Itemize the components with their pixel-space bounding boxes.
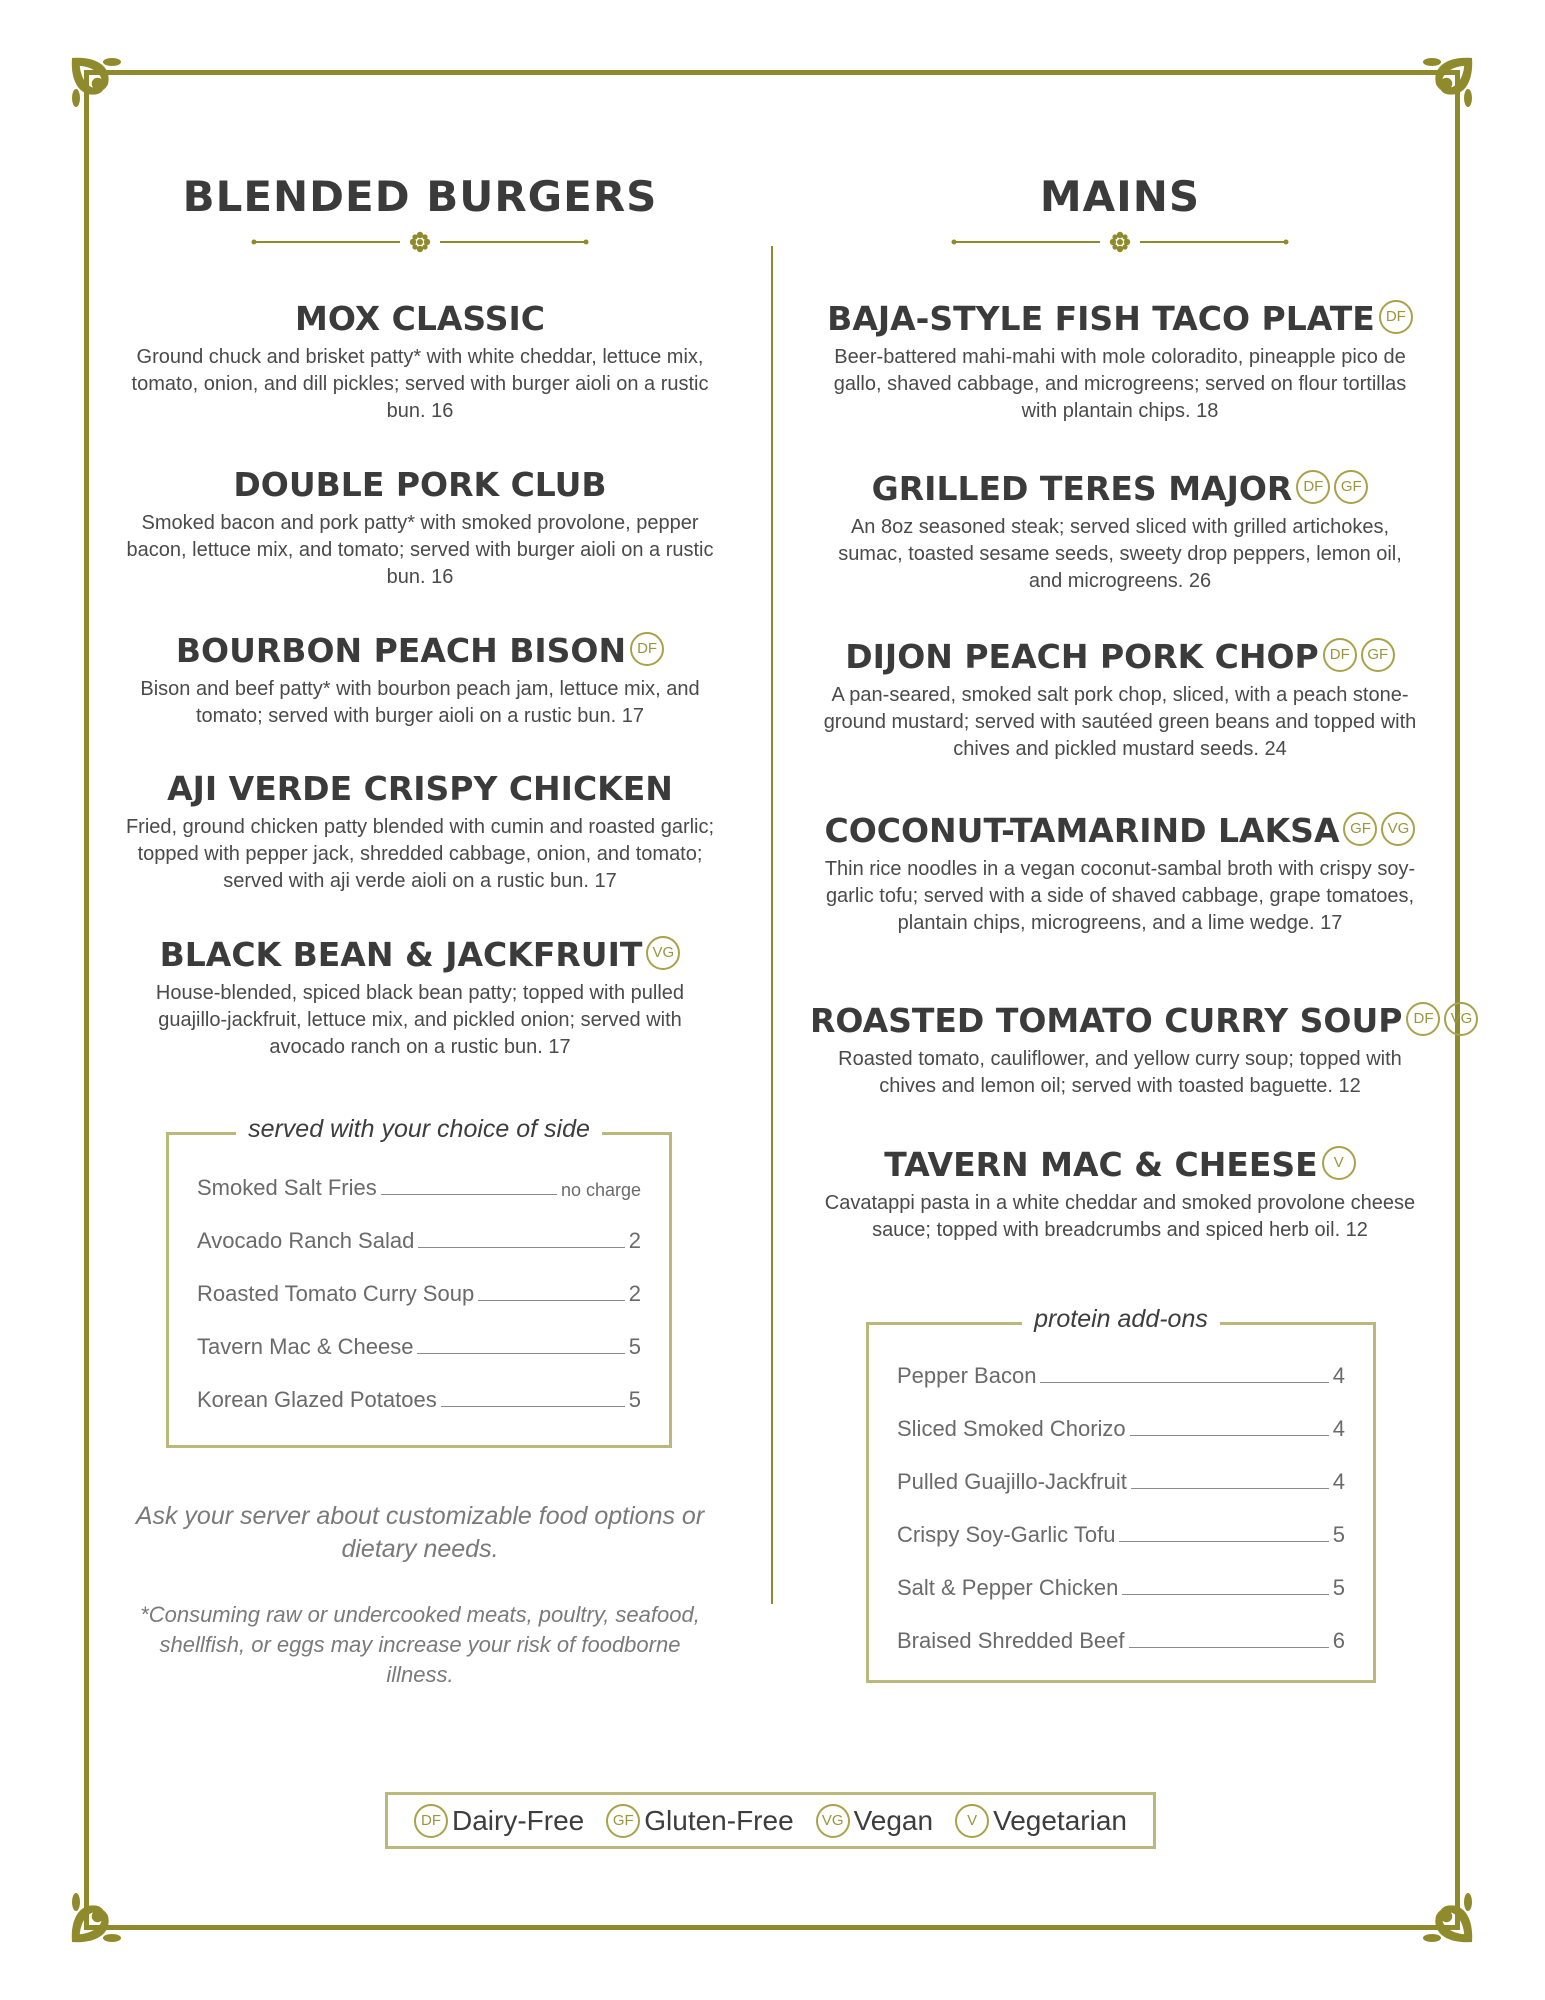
corner-flourish-icon bbox=[1406, 54, 1476, 124]
item-title: TAVERN MAC & CHEESE V bbox=[810, 1144, 1430, 1186]
legend-entry: DF Dairy-Free bbox=[414, 1804, 584, 1838]
addon-row: Salt & Pepper Chicken 5 bbox=[897, 1575, 1345, 1600]
item-title: ROASTED TOMATO CURRY SOUP DF VG bbox=[810, 1000, 1430, 1042]
corner-flourish-icon bbox=[1406, 1876, 1476, 1946]
addons-title: protein add-ons bbox=[1022, 1305, 1220, 1333]
vegan-badge: VG bbox=[1381, 812, 1415, 846]
item-description: Roasted tomato, cauliflower, and yellow curry soup; topped with chives and lemon oil; served with toasted baguette. 12 bbox=[838, 1048, 1402, 1097]
item-description: Smoked bacon and pork patty* with smoked provolone, pepper bacon, lettuce mix, and tomato; served with burger aioli on a rustic bun. 16 bbox=[126, 512, 714, 588]
item-description: Thin rice noodles in a vegan coconut-sambal broth with crispy soy-garlic tofu; served with a side of shaved cabbage, grape tomatoes, plantain chips, microgreens, and a lime wedge. 17 bbox=[824, 858, 1416, 934]
item-title: COCONUT-TAMARIND LAKSA GF VG bbox=[810, 810, 1430, 852]
menu-item bbox=[810, 298, 1430, 425]
menu-item bbox=[110, 768, 730, 895]
dairy-free-badge: DF bbox=[1406, 1002, 1440, 1036]
section-title-mains: MAINS bbox=[1039, 172, 1201, 221]
dairy-free-badge: DF bbox=[630, 632, 664, 666]
legend-entry: GF Gluten-Free bbox=[606, 1804, 793, 1838]
side-row: Roasted Tomato Curry Soup 2 bbox=[197, 1281, 641, 1306]
item-description: Ground chuck and brisket patty* with white cheddar, lettuce mix, tomato, onion, and dill pickles; served with burger aioli on a rustic bun. 16 bbox=[131, 346, 709, 422]
menu-item bbox=[810, 636, 1430, 763]
burgers-column bbox=[110, 170, 730, 1058]
item-title: BAJA-STYLE FISH TACO PLATE DF bbox=[810, 298, 1430, 340]
gluten-free-badge: GF bbox=[1334, 470, 1368, 504]
item-title: BOURBON PEACH BISON DF bbox=[110, 630, 730, 672]
gluten-free-badge: GF bbox=[1361, 638, 1395, 672]
addon-row: Pulled Guajillo-Jackfruit 4 bbox=[897, 1469, 1345, 1494]
menu-item bbox=[110, 298, 730, 425]
addons-box bbox=[866, 1305, 1376, 1683]
dairy-free-badge: DF bbox=[1379, 300, 1413, 334]
addon-row: Pepper Bacon 4 bbox=[897, 1363, 1345, 1388]
item-description: House-blended, spiced black bean patty; topped with pulled guajillo-jackfruit, lettuce mix, and pickled onion; served with avocado ranch on a rustic bun. 17 bbox=[155, 982, 685, 1058]
addon-row: Crispy Soy-Garlic Tofu 5 bbox=[897, 1522, 1345, 1547]
side-row: Smoked Salt Fries no charge bbox=[197, 1175, 641, 1200]
dairy-free-badge: DF bbox=[1296, 470, 1330, 504]
vegetarian-badge: V bbox=[955, 1804, 989, 1838]
item-title: AJI VERDE CRISPY CHICKEN bbox=[167, 769, 673, 808]
menu-item bbox=[810, 1144, 1430, 1244]
item-title: DOUBLE PORK CLUB bbox=[233, 465, 607, 504]
item-title: GRILLED TERES MAJOR DF GF bbox=[810, 468, 1430, 510]
menu-item bbox=[810, 810, 1430, 937]
consumer-advisory: *Consuming raw or undercooked meats, poultry, seafood, shellfish, or eggs may increase your risk of foodborne illness. bbox=[140, 1602, 700, 1687]
vegetarian-badge: V bbox=[1322, 1146, 1356, 1180]
dietary-legend bbox=[385, 1792, 1156, 1849]
dietary-note: Ask your server about customizable food options or dietary needs. bbox=[135, 1502, 705, 1563]
legend-entry: V Vegetarian bbox=[955, 1804, 1127, 1838]
menu-item bbox=[110, 630, 730, 730]
ornament-divider-icon bbox=[950, 230, 1290, 254]
side-row: Korean Glazed Potatoes 5 bbox=[197, 1387, 641, 1412]
menu-item bbox=[810, 468, 1430, 595]
column-divider bbox=[771, 246, 773, 1604]
vegan-badge: VG bbox=[1444, 1002, 1478, 1036]
item-title: DIJON PEACH PORK CHOP DF GF bbox=[810, 636, 1430, 678]
sides-box bbox=[166, 1115, 672, 1448]
ornament-divider-icon bbox=[250, 230, 590, 254]
dairy-free-badge: DF bbox=[414, 1804, 448, 1838]
item-description: A pan-seared, smoked salt pork chop, sliced, with a peach stone-ground mustard; served with sautéed green beans and topped with chives and pickled mustard seeds. 24 bbox=[823, 684, 1417, 760]
item-title: MOX CLASSIC bbox=[295, 299, 545, 338]
item-description: Bison and beef patty* with bourbon peach jam, lettuce mix, and tomato; served with burger aioli on a rustic bun. 17 bbox=[140, 678, 700, 727]
mains-column bbox=[810, 170, 1473, 1241]
item-description: Cavatappi pasta in a white cheddar and smoked provolone cheese sauce; topped with breadcrumbs and spiced herb oil. 12 bbox=[824, 1192, 1416, 1241]
menu-item bbox=[110, 464, 730, 591]
vegan-badge: VG bbox=[646, 936, 680, 970]
legend-entry: VG Vegan bbox=[816, 1804, 933, 1838]
menu-item bbox=[110, 934, 730, 1061]
sides-title: served with your choice of side bbox=[236, 1115, 602, 1143]
dairy-free-badge: DF bbox=[1323, 638, 1357, 672]
menu-item bbox=[810, 1000, 1473, 1100]
item-title: BLACK BEAN & JACKFRUIT VG bbox=[110, 934, 730, 976]
addon-row: Braised Shredded Beef 6 bbox=[897, 1628, 1345, 1653]
item-description: Fried, ground chicken patty blended with cumin and roasted garlic; topped with pepper jack, shredded cabbage, onion, and tomato; served with aji verde aioli on a rustic bun. 17 bbox=[125, 816, 715, 892]
corner-flourish-icon bbox=[68, 1876, 138, 1946]
gluten-free-badge: GF bbox=[1343, 812, 1377, 846]
addon-row: Sliced Smoked Chorizo 4 bbox=[897, 1416, 1345, 1441]
side-row: Tavern Mac & Cheese 5 bbox=[197, 1334, 641, 1359]
side-row: Avocado Ranch Salad 2 bbox=[197, 1228, 641, 1253]
vegan-badge: VG bbox=[816, 1804, 850, 1838]
item-description: An 8oz seasoned steak; served sliced with grilled artichokes, sumac, toasted sesame seeds, sweety drop peppers, lemon oil, and microgreens. 26 bbox=[838, 516, 1402, 592]
gluten-free-badge: GF bbox=[606, 1804, 640, 1838]
corner-flourish-icon bbox=[68, 54, 138, 124]
section-title-burgers: BLENDED BURGERS bbox=[182, 172, 658, 221]
item-description: Beer-battered mahi-mahi with mole coloradito, pineapple pico de gallo, shaved cabbage, and microgreens; served on flour tortillas with plantain chips. 18 bbox=[833, 346, 1407, 422]
